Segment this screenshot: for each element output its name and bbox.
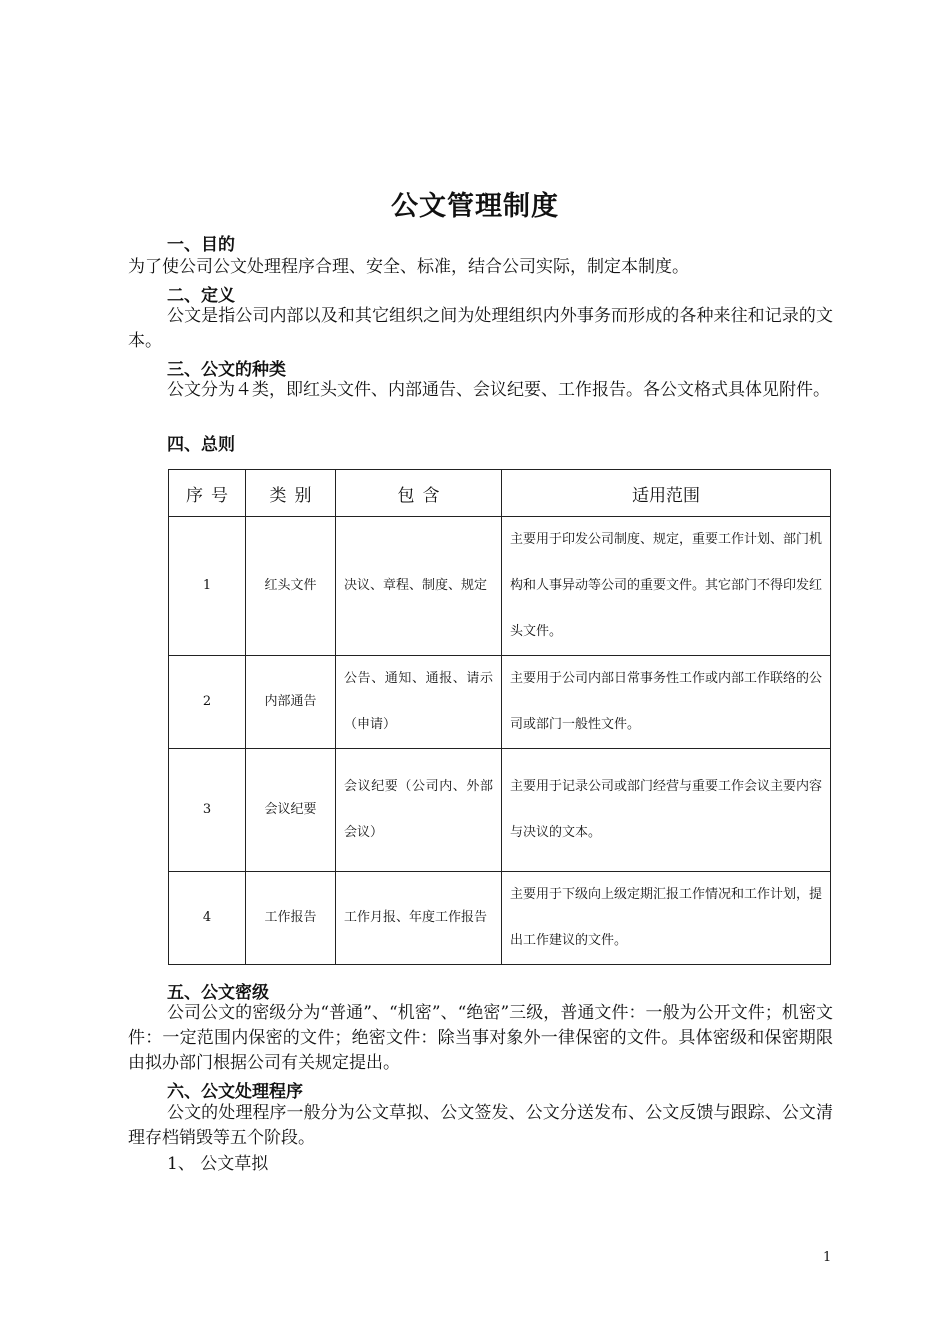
row-includes: 会议纪要（公司内、外部会议） (336, 749, 502, 872)
document-type-table (168, 469, 831, 965)
page-title: 公文管理制度 (391, 191, 559, 222)
section-body-definition: 公文是指公司内部以及和其它组织之间为处理组织内外事务而形成的各种来往和记录的文本。 (128, 306, 833, 351)
table-row (169, 872, 831, 965)
section-body-types: 公文分为４类，即红头文件、内部通告、会议纪要、工作报告。各公文格式具体见附件。 (167, 380, 830, 400)
row-includes: 决议、章程、制度、规定 (336, 517, 502, 656)
table-header-row (169, 470, 831, 517)
section-body-secrecy: 公司公文的密级分为“普通”、“机密”、“绝密”三级，普通文件：一般为公开文件；机密文件：一定范围内保密的文件；绝密文件：除当事对象外一律保密的文件。具体密级和保密期限由拟办部门根据公司有关规定提出。 (128, 1003, 833, 1073)
header-num: 序号 (169, 470, 246, 517)
row-num: 1 (169, 517, 246, 656)
section-body-procedure: 公文的处理程序一般分为公文草拟、公文签发、公文分送发布、公文反馈与跟踪、公文清理存档销毁等五个阶段。 (128, 1103, 833, 1148)
row-scope: 主要用于下级向上级定期汇报工作情况和工作计划，提出工作建议的文件。 (502, 872, 831, 965)
row-scope: 主要用于印发公司制度、规定，重要工作计划、部门机构和人事异动等公司的重要文件。其它部门不得印发红头文件。 (502, 517, 831, 656)
section-body-purpose: 为了使公司公文处理程序合理、安全、标准，结合公司实际，制定本制度。 (128, 257, 689, 277)
header-scope: 适用范围 (502, 470, 831, 517)
section-heading-procedure: 六、公文处理程序 (167, 1082, 303, 1102)
row-scope: 主要用于记录公司或部门经营与重要工作会议主要内容与决议的文本。 (502, 749, 831, 872)
row-category: 内部通告 (246, 656, 336, 749)
row-includes: 工作月报、年度工作报告 (336, 872, 502, 965)
page-number: 1 (823, 1250, 832, 1265)
row-num: 2 (169, 656, 246, 749)
section-heading-secrecy: 五、公文密级 (167, 983, 269, 1003)
row-num: 3 (169, 749, 246, 872)
section-heading-purpose: 一、目的 (167, 235, 235, 255)
section-heading-definition: 二、定义 (167, 286, 235, 306)
row-includes: 公告、通知、通报、请示（申请） (336, 656, 502, 749)
row-category: 会议纪要 (246, 749, 336, 872)
table-row (169, 656, 831, 749)
row-scope: 主要用于公司内部日常事务性工作或内部工作联络的公司或部门一般性文件。 (502, 656, 831, 749)
header-category: 类别 (246, 470, 336, 517)
section-heading-general: 四、总则 (167, 435, 235, 455)
row-num: 4 (169, 872, 246, 965)
section-heading-types: 三、公文的种类 (167, 360, 286, 380)
header-includes: 包含 (336, 470, 502, 517)
table-row (169, 517, 831, 656)
row-category: 红头文件 (246, 517, 336, 656)
row-category: 工作报告 (246, 872, 336, 965)
table-row (169, 749, 831, 872)
subsection-drafting: 1、 公文草拟 (167, 1154, 269, 1174)
